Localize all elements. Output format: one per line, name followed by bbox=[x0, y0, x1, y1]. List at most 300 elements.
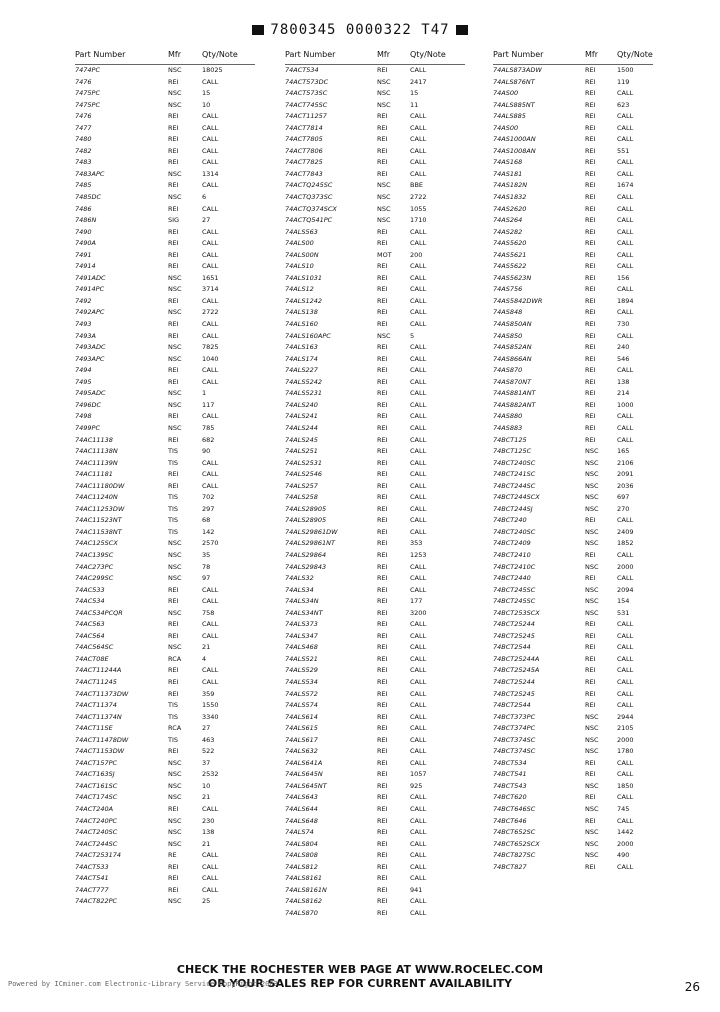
mfr-cell: REI bbox=[168, 435, 179, 444]
qty-note-cell: CALL bbox=[410, 504, 427, 513]
qty-note-cell: 5 bbox=[410, 331, 415, 340]
part-number-cell: 7475PC bbox=[75, 89, 101, 98]
table-row bbox=[285, 100, 465, 112]
part-number-cell: 74ALS632 bbox=[285, 747, 318, 756]
table-row bbox=[75, 550, 255, 562]
mfr-cell: REI bbox=[585, 239, 596, 248]
qty-note-cell: CALL bbox=[410, 366, 427, 375]
part-number-cell: 74BCT245SC bbox=[493, 585, 536, 594]
qty-note-cell: 2409 bbox=[617, 527, 634, 536]
part-number-cell: 74ALS873ADW bbox=[493, 66, 542, 74]
mfr-cell: NSC bbox=[168, 562, 182, 571]
mfr-cell: REI bbox=[585, 654, 596, 663]
part-number-cell: 74BCT620 bbox=[493, 793, 527, 802]
mfr-cell: REI bbox=[377, 851, 388, 860]
qty-note-cell: CALL bbox=[202, 331, 219, 340]
table-row bbox=[75, 261, 255, 273]
qty-note-cell: 3340 bbox=[202, 712, 219, 721]
qty-note-cell: 1550 bbox=[202, 701, 219, 710]
qty-note-cell: CALL bbox=[410, 423, 427, 432]
mfr-cell: REI bbox=[585, 181, 596, 190]
table-row bbox=[75, 238, 255, 250]
table-row bbox=[75, 192, 255, 204]
qty-note-cell: 730 bbox=[617, 320, 630, 329]
table-row bbox=[285, 157, 465, 169]
table-row bbox=[493, 504, 653, 516]
table-row bbox=[285, 377, 465, 389]
mfr-cell: REI bbox=[377, 493, 388, 502]
part-number-cell: 7486N bbox=[75, 216, 97, 225]
part-number-cell: 74ACT745SC bbox=[285, 100, 328, 109]
qty-note-cell: CALL bbox=[410, 724, 427, 733]
table-row bbox=[75, 515, 255, 527]
mfr-cell: NSC bbox=[585, 504, 599, 513]
part-number-cell: 74AS1832 bbox=[493, 193, 527, 202]
table-row bbox=[493, 319, 653, 331]
qty-note-cell: CALL bbox=[617, 285, 634, 294]
part-number-cell: 74BCT244SCX bbox=[493, 493, 540, 502]
part-number-cell: 74ALS645N bbox=[285, 770, 323, 779]
mfr-cell: NSC bbox=[585, 539, 599, 548]
qty-note-cell: CALL bbox=[410, 643, 427, 652]
mfr-cell: REI bbox=[377, 227, 388, 236]
qty-note-cell: 2105 bbox=[617, 724, 634, 733]
table-row bbox=[493, 307, 653, 319]
mfr-cell: NSC bbox=[168, 308, 182, 317]
part-number-cell: 74BCT652SCX bbox=[493, 839, 540, 848]
part-number-cell: 74ALS138 bbox=[285, 308, 318, 317]
mfr-cell: NSC bbox=[168, 816, 182, 825]
table-row bbox=[285, 873, 465, 885]
qty-note-cell: CALL bbox=[410, 620, 427, 629]
part-number-cell: 74ALS2531 bbox=[285, 458, 323, 467]
mfr-cell: NSC bbox=[585, 458, 599, 467]
part-number-cell: 74AC11253DW bbox=[75, 504, 125, 513]
mfr-cell: REI bbox=[377, 354, 388, 363]
table-row bbox=[285, 712, 465, 724]
qty-note-cell: CALL bbox=[410, 285, 427, 294]
qty-note-cell: 90 bbox=[202, 447, 211, 456]
table-row bbox=[493, 839, 653, 851]
part-number-cell: 74ALS534 bbox=[285, 677, 318, 686]
qty-note-cell: 117 bbox=[202, 400, 215, 409]
table-row bbox=[285, 781, 465, 793]
part-number-cell: 74ALS5242 bbox=[285, 377, 323, 386]
part-number-cell: 74ACTQ373SC bbox=[285, 193, 333, 202]
mfr-cell: REI bbox=[585, 389, 596, 398]
table-row bbox=[493, 654, 653, 666]
part-number-cell: 74BCT25245 bbox=[493, 689, 535, 698]
table-row bbox=[75, 619, 255, 631]
qty-note-cell: 2000 bbox=[617, 735, 634, 744]
qty-note-cell: 785 bbox=[202, 423, 215, 432]
part-number-cell: 74ALS876NT bbox=[493, 77, 535, 86]
mfr-cell: TIS bbox=[168, 504, 179, 513]
mfr-cell: REI bbox=[585, 216, 596, 225]
qty-note-cell: CALL bbox=[410, 123, 427, 132]
table-row bbox=[493, 123, 653, 135]
part-number-cell: 7483APC bbox=[75, 169, 105, 178]
mfr-cell: REI bbox=[585, 423, 596, 432]
part-number-cell: 74ALS812 bbox=[285, 862, 318, 871]
part-number-cell: 74ALS644 bbox=[285, 805, 318, 813]
part-number-cell: 7491ADC bbox=[75, 273, 106, 282]
part-number-cell: 74AC11538NT bbox=[75, 527, 122, 536]
table-row bbox=[493, 642, 653, 654]
part-number-cell: 74AS1008AN bbox=[493, 146, 536, 155]
qty-note-cell: 2106 bbox=[617, 458, 634, 467]
mfr-cell: TIS bbox=[168, 447, 179, 456]
qty-note-cell: CALL bbox=[410, 574, 427, 583]
qty-note-cell: 1057 bbox=[410, 770, 427, 779]
mfr-cell: REI bbox=[168, 239, 179, 248]
qty-note-cell: CALL bbox=[202, 470, 219, 479]
table-row bbox=[493, 538, 653, 550]
qty-note-cell: CALL bbox=[410, 631, 427, 640]
mfr-cell: REI bbox=[377, 562, 388, 571]
qty-note-cell: 25 bbox=[202, 897, 211, 906]
part-number-cell: 74AS848 bbox=[493, 308, 523, 317]
part-number-cell: 74AC11181 bbox=[75, 470, 113, 479]
table-row bbox=[285, 342, 465, 354]
qty-note-cell: CALL bbox=[410, 874, 427, 883]
part-number-cell: 74ALS29861NT bbox=[285, 539, 335, 548]
mfr-cell: REI bbox=[585, 689, 596, 698]
qty-note-cell: CALL bbox=[202, 874, 219, 883]
mfr-cell: REI bbox=[585, 574, 596, 583]
mfr-cell: REI bbox=[377, 712, 388, 721]
qty-note-cell: 490 bbox=[617, 851, 630, 860]
table-row bbox=[75, 816, 255, 828]
qty-note-cell: BBE bbox=[410, 181, 424, 190]
part-number-cell: 74ALS00N bbox=[285, 250, 319, 259]
mfr-cell: NSC bbox=[585, 470, 599, 479]
footer-credit: Powered by ICminer.com Electronic-Library Service CopyRight 2003 bbox=[8, 980, 278, 988]
table-row bbox=[285, 769, 465, 781]
table-row bbox=[493, 296, 653, 308]
table-row bbox=[493, 111, 653, 123]
table-row bbox=[75, 839, 255, 851]
mfr-cell: TIS bbox=[168, 458, 179, 467]
mfr-cell: REI bbox=[377, 135, 388, 144]
qty-note-cell: 214 bbox=[617, 389, 630, 398]
qty-note-cell: CALL bbox=[410, 527, 427, 536]
mfr-cell: REI bbox=[377, 435, 388, 444]
mfr-cell: REI bbox=[585, 296, 596, 305]
qty-note-cell: CALL bbox=[410, 273, 427, 282]
mfr-cell: REI bbox=[377, 296, 388, 305]
qty-note-cell: CALL bbox=[617, 308, 634, 317]
table-row bbox=[493, 746, 653, 758]
part-number-cell: 7483 bbox=[75, 158, 92, 167]
qty-note-cell: CALL bbox=[410, 816, 427, 825]
mfr-cell: REI bbox=[377, 574, 388, 583]
mfr-cell: REI bbox=[168, 377, 179, 386]
table-row bbox=[285, 665, 465, 677]
table-row bbox=[493, 469, 653, 481]
qty-note-cell: 1314 bbox=[202, 169, 219, 178]
qty-note-cell: CALL bbox=[410, 516, 427, 525]
qty-note-cell: CALL bbox=[617, 862, 634, 871]
table-row bbox=[493, 700, 653, 712]
mfr-cell: REI bbox=[168, 805, 179, 813]
table-row bbox=[285, 689, 465, 701]
table-row bbox=[285, 180, 465, 192]
mfr-cell: RE bbox=[168, 851, 177, 860]
mfr-cell: REI bbox=[377, 481, 388, 490]
mfr-cell: NSC bbox=[168, 193, 182, 202]
table-row bbox=[285, 481, 465, 493]
part-number-cell: 74ACT573SC bbox=[285, 89, 328, 98]
header-block-left bbox=[252, 25, 264, 35]
part-number-cell: 74ALS8161N bbox=[285, 885, 327, 894]
part-number-cell: 74ALS648 bbox=[285, 816, 318, 825]
table-row bbox=[493, 827, 653, 839]
part-number-cell: 74AC533 bbox=[75, 585, 105, 594]
part-number-cell: 74ACT163SJ bbox=[75, 770, 115, 779]
mfr-cell: NSC bbox=[585, 447, 599, 456]
column-2-rows bbox=[285, 65, 465, 919]
qty-note-cell: 119 bbox=[617, 77, 630, 86]
qty-note-cell: CALL bbox=[410, 677, 427, 686]
mfr-cell: NSC bbox=[377, 89, 391, 98]
part-number-cell: 74ALS160APC bbox=[285, 331, 331, 340]
part-number-cell: 74AC273PC bbox=[75, 562, 114, 571]
qty-note-cell: 27 bbox=[202, 724, 211, 733]
mfr-cell: REI bbox=[585, 550, 596, 559]
mfr-cell: REI bbox=[377, 828, 388, 837]
part-number-cell: 74ALS163 bbox=[285, 343, 318, 352]
mfr-cell: REI bbox=[168, 885, 179, 894]
qty-note-cell: CALL bbox=[617, 631, 634, 640]
mfr-cell: REI bbox=[168, 262, 179, 271]
table-row bbox=[493, 619, 653, 631]
mfr-cell: NSC bbox=[585, 597, 599, 606]
qty-note-cell: CALL bbox=[617, 366, 634, 375]
mfr-cell: NSC bbox=[168, 781, 182, 790]
part-number-cell: 74ALS29843 bbox=[285, 562, 327, 571]
part-number-cell: 74AS168 bbox=[493, 158, 523, 167]
qty-note-cell: 18025 bbox=[202, 66, 223, 74]
mfr-cell: NSC bbox=[585, 608, 599, 617]
mfr-cell: REI bbox=[585, 620, 596, 629]
qty-note-cell: CALL bbox=[410, 227, 427, 236]
qty-note-cell: 682 bbox=[202, 435, 215, 444]
part-number-cell: 74AC11180DW bbox=[75, 481, 125, 490]
table-row bbox=[493, 331, 653, 343]
part-number-cell: 74ACT244SC bbox=[75, 839, 118, 848]
part-number-cell: 74BCT240SC bbox=[493, 527, 536, 536]
part-number-cell: 74AS852AN bbox=[493, 343, 532, 352]
part-number-cell: 74AS870 bbox=[493, 366, 523, 375]
part-number-heading: Part Number bbox=[75, 50, 126, 59]
table-row bbox=[75, 307, 255, 319]
mfr-cell: REI bbox=[377, 585, 388, 594]
table-row bbox=[75, 446, 255, 458]
part-number-cell: 74AC11138 bbox=[75, 435, 113, 444]
qty-note-cell: CALL bbox=[202, 412, 219, 421]
mfr-cell: REI bbox=[377, 343, 388, 352]
part-number-cell: 74ALS240 bbox=[285, 400, 318, 409]
table-row bbox=[75, 227, 255, 239]
part-number-cell: 74ALS258 bbox=[285, 493, 318, 502]
part-number-cell: 74AS850AN bbox=[493, 320, 532, 329]
table-row bbox=[75, 885, 255, 897]
qty-note-cell: CALL bbox=[202, 158, 219, 167]
mfr-cell: TIS bbox=[168, 701, 179, 710]
qty-note-cell: CALL bbox=[410, 839, 427, 848]
part-number-cell: 74ACT240A bbox=[75, 805, 114, 813]
qty-note-cell: 2091 bbox=[617, 470, 634, 479]
part-number-cell: 74AS1000AN bbox=[493, 135, 536, 144]
column-1-header bbox=[75, 48, 255, 65]
table-row bbox=[285, 388, 465, 400]
qty-note-cell: 2722 bbox=[410, 193, 427, 202]
part-number-cell: 74ACT157PC bbox=[75, 758, 118, 767]
qty-note-cell: 2000 bbox=[617, 562, 634, 571]
mfr-cell: NSC bbox=[585, 851, 599, 860]
mfr-cell: REI bbox=[377, 770, 388, 779]
table-row bbox=[75, 215, 255, 227]
mfr-cell: REI bbox=[168, 677, 179, 686]
part-number-cell: 74BCT646 bbox=[493, 816, 527, 825]
table-row bbox=[493, 342, 653, 354]
qty-note-cell: 2532 bbox=[202, 770, 219, 779]
mfr-cell: REI bbox=[377, 146, 388, 155]
table-row bbox=[493, 562, 653, 574]
table-row bbox=[493, 157, 653, 169]
part-number-cell: 74AC11523NT bbox=[75, 516, 122, 525]
table-row bbox=[493, 377, 653, 389]
qty-note-cell: 2000 bbox=[617, 839, 634, 848]
qty-note-cell: 230 bbox=[202, 816, 215, 825]
part-number-cell: 74AS756 bbox=[493, 285, 523, 294]
part-number-cell: 74BCT646SC bbox=[493, 805, 536, 813]
table-row bbox=[285, 677, 465, 689]
table-row bbox=[493, 365, 653, 377]
qty-note-cell: 941 bbox=[410, 885, 423, 894]
mfr-cell: NSC bbox=[585, 527, 599, 536]
part-number-cell: 74AS870NT bbox=[493, 377, 532, 386]
mfr-cell: REI bbox=[168, 77, 179, 86]
mfr-cell: REI bbox=[585, 273, 596, 282]
part-number-cell: 74ALS2546 bbox=[285, 470, 323, 479]
qty-note-cell: CALL bbox=[617, 677, 634, 686]
qty-note-cell: CALL bbox=[617, 701, 634, 710]
table-row bbox=[285, 746, 465, 758]
table-row bbox=[75, 481, 255, 493]
table-row bbox=[493, 781, 653, 793]
mfr-cell: REI bbox=[377, 597, 388, 606]
mfr-cell: REI bbox=[585, 412, 596, 421]
qty-note-cell: CALL bbox=[617, 239, 634, 248]
table-row bbox=[493, 712, 653, 724]
part-number-cell: 74ALS174 bbox=[285, 354, 318, 363]
qty-note-cell: CALL bbox=[410, 862, 427, 871]
qty-note-cell: CALL bbox=[202, 227, 219, 236]
part-number-cell: 74AC534PCQR bbox=[75, 608, 123, 617]
mfr-cell: REI bbox=[168, 250, 179, 259]
mfr-cell: REI bbox=[377, 320, 388, 329]
table-row bbox=[493, 758, 653, 770]
part-number-cell: 74AS282 bbox=[493, 227, 523, 236]
mfr-cell: REI bbox=[585, 320, 596, 329]
mfr-cell: REI bbox=[377, 631, 388, 640]
qty-note-cell: 21 bbox=[202, 839, 211, 848]
table-row bbox=[75, 423, 255, 435]
mfr-cell: REI bbox=[585, 135, 596, 144]
table-row bbox=[493, 850, 653, 862]
qty-note-cell: CALL bbox=[410, 493, 427, 502]
mfr-cell: REI bbox=[377, 412, 388, 421]
part-number-cell: 74ALS00 bbox=[285, 239, 314, 248]
table-row bbox=[285, 596, 465, 608]
qty-note-cell: CALL bbox=[617, 770, 634, 779]
part-number-cell: 74ACT08E bbox=[75, 654, 109, 663]
part-number-cell: 74914 bbox=[75, 262, 96, 271]
part-number-cell: 7493 bbox=[75, 320, 92, 329]
mfr-cell: REI bbox=[168, 481, 179, 490]
column-2-header bbox=[285, 48, 465, 65]
table-row bbox=[75, 157, 255, 169]
table-row bbox=[75, 781, 255, 793]
mfr-cell: REI bbox=[585, 701, 596, 710]
mfr-heading: Mfr bbox=[377, 50, 391, 59]
table-row bbox=[285, 273, 465, 285]
part-number-cell: 74AS2620 bbox=[493, 204, 527, 213]
part-number-cell: 74AS5623N bbox=[493, 273, 532, 282]
part-number-cell: 74ACT7806 bbox=[285, 146, 323, 155]
mfr-cell: REI bbox=[377, 377, 388, 386]
table-row bbox=[493, 411, 653, 423]
table-row bbox=[285, 562, 465, 574]
mfr-cell: REI bbox=[377, 897, 388, 906]
part-number-cell: 74BCT244SC bbox=[493, 481, 536, 490]
part-number-cell: 74BCT2409 bbox=[493, 539, 531, 548]
table-row bbox=[493, 261, 653, 273]
mfr-cell: NSC bbox=[168, 66, 182, 74]
mfr-cell: REI bbox=[168, 135, 179, 144]
part-number-cell: 74ACT7805 bbox=[285, 135, 323, 144]
qty-note-cell: 97 bbox=[202, 574, 211, 583]
table-row bbox=[75, 896, 255, 908]
qty-note-cell: CALL bbox=[202, 851, 219, 860]
part-number-cell: 74ALS241 bbox=[285, 412, 318, 421]
qty-note-cell: 1253 bbox=[410, 550, 427, 559]
table-row bbox=[285, 423, 465, 435]
part-number-cell: 74ACT11374 bbox=[75, 701, 117, 710]
part-number-cell: 74BCT373PC bbox=[493, 712, 536, 721]
qty-note-cell: 240 bbox=[617, 343, 630, 352]
qty-note-cell: CALL bbox=[202, 320, 219, 329]
table-row bbox=[75, 712, 255, 724]
part-number-cell: 74ALS12 bbox=[285, 285, 314, 294]
page-number: 26 bbox=[684, 980, 700, 994]
part-number-cell: 7498 bbox=[75, 412, 92, 421]
qty-note-cell: CALL bbox=[202, 262, 219, 271]
qty-note-cell: 21 bbox=[202, 793, 211, 802]
mfr-cell: REI bbox=[168, 204, 179, 213]
qty-note-cell: 1055 bbox=[410, 204, 427, 213]
table-row bbox=[75, 527, 255, 539]
part-number-cell: 74ACT11245 bbox=[75, 677, 117, 686]
mfr-cell: REI bbox=[585, 331, 596, 340]
mfr-cell: REI bbox=[168, 158, 179, 167]
qty-note-cell: CALL bbox=[410, 701, 427, 710]
part-number-cell: 74AS883 bbox=[493, 423, 523, 432]
mfr-cell: NSC bbox=[585, 562, 599, 571]
column-3 bbox=[493, 48, 653, 873]
